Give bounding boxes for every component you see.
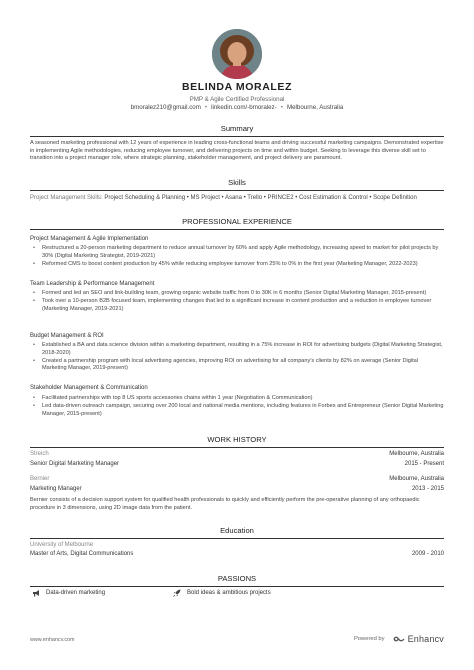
experience-bullet: • Formed and led an SEO and link-building team, growing organic website traffic from 0 to 30K in 6 months (Senior Digital Marketing Manager, 2015-present) — [30, 290, 444, 298]
passion-label: Bold ideas & ambitious projects — [187, 590, 271, 596]
contact-line — [0, 104, 474, 111]
education-divider — [30, 538, 444, 539]
enhancv-logo-icon — [393, 635, 405, 643]
education-school: University of Melbourne — [30, 542, 94, 548]
footer-website[interactable]: www.enhancv.com — [30, 637, 75, 643]
job-role: Senior Digital Marketing Manager — [30, 461, 120, 467]
experience-group-bullets — [30, 395, 444, 419]
experience-group-title: Team Leadership & Performance Management — [30, 281, 155, 287]
job-company: Streich — [30, 451, 49, 457]
experience-group-bullets — [30, 290, 444, 314]
experience-group-title: Budget Management & ROI — [30, 333, 104, 339]
job-location: Melbourne, Australia — [389, 476, 444, 482]
experience-bullet: • Established a BA and data science division within a marketing department, resulting in a 75% increase in ROI for advertising budgets (Digital Marketing Strategist, 2018-2020) — [30, 342, 444, 357]
profile-photo — [212, 29, 262, 79]
email-text[interactable]: bmoralez210@gmail.com — [130, 104, 201, 111]
brand-name: Enhancv — [407, 634, 444, 644]
summary-text: A seasoned marketing professional with 12 years of experience in leading cross-functional teams and driving successful marketing campaigns. Demonstrated expertise in implementing Agile methodologies, reducing employee turnover, and delivering projects on time and within budget. Seeking to leverage this diverse skill set to transition into a project manager role, where strategic planning, stakeholder management, and project delivery are paramount. — [30, 140, 444, 162]
passion-item — [32, 589, 105, 597]
powered-by-text: Powered by — [353, 636, 385, 642]
location-text: Melbourne, Australia — [286, 104, 344, 111]
job-description: Bernier consists of a decision support system for qualified health professionals to quickly and efficiently perform the pre-operative planning of any orthopaedic procedure in 3 dimensions, using 2D image data from the patient. — [30, 497, 420, 511]
education-dates: 2009 - 2010 — [411, 551, 444, 557]
skills-heading: Skills — [228, 178, 246, 187]
experience-bullet: • Facilitated partnerships with top 8 US sports accessories chains within 1 year (Negotiation & Communication) — [30, 395, 444, 403]
experience-group-bullets — [30, 245, 444, 269]
skills-lead: Project Management Skills: — [30, 195, 103, 201]
job-location: Melbourne, Australia — [389, 451, 444, 457]
experience-group-title: Stakeholder Management & Communication — [30, 385, 148, 391]
passion-label: Data-driven marketing — [46, 590, 106, 596]
work-history-divider — [30, 447, 444, 448]
experience-heading: PROFESSIONAL EXPERIENCE — [182, 217, 292, 226]
experience-bullet: • Took over a 10-person B2B focused team, implementing changes that led to a significant increase in content production and a reduction in employee turnover (Marketing Manager, 2019-2021) — [30, 298, 444, 313]
experience-group-title: Project Management & Agile Implementation — [30, 236, 149, 242]
candidate-name: BELINDA MORALEZ — [181, 81, 293, 93]
experience-divider — [30, 229, 444, 230]
megaphone-icon — [32, 589, 40, 597]
education-heading: Education — [220, 526, 254, 535]
passions-heading: PASSIONS — [217, 574, 257, 583]
experience-bullet: • Led data-driven outreach campaign, securing over 200 local and national media mentions, including features in Forbes and Entrepreneur (Senior Digital Marketing Manager, 2015-present) — [30, 403, 444, 418]
job-role: Marketing Manager — [30, 486, 82, 492]
linkedin-text[interactable]: linkedin.com/-bmoralez- — [211, 104, 277, 111]
summary-divider — [30, 136, 444, 137]
experience-bullet: • Reformed CMS to boost content production by 45% while reducing employee turnover from 25% to 0% in the first year (Marketing Manager, 2022-2023) — [30, 261, 444, 269]
skills-list: Project Scheduling & Planning • MS Project • Asana • Trello • PRINCE2 • Cost Estimation & Control • Scope Definition — [104, 195, 417, 201]
work-history-heading: WORK HISTORY — [207, 435, 267, 444]
passion-item — [173, 589, 271, 597]
job-company: Bernier — [30, 476, 50, 482]
skills-line — [30, 195, 444, 201]
contact-separator: • — [280, 104, 283, 111]
contact-separator: • — [204, 104, 208, 111]
experience-group-bullets — [30, 342, 444, 374]
experience-bullet: • Restructured a 20-person marketing department to reduce annual turnover by 60% and apply Agile methodology, increasing speed to market for pilot projects by 30% (Digital Marketing Strategist, 2019-2021) — [30, 245, 444, 260]
footer-branding — [354, 634, 444, 644]
passions-divider — [30, 586, 444, 587]
experience-bullet: • Created a partnership program with local advertising agencies, improving ROI on advertising for all company's clients by 82% on average (Senior Digital Marketing Manager, 2019-present) — [30, 358, 444, 373]
job-dates: 2013 - 2015 — [411, 486, 444, 492]
skills-divider — [30, 190, 444, 191]
education-degree: Master of Arts, Digital Communications — [30, 551, 134, 557]
rocket-icon — [173, 589, 181, 597]
summary-heading: Summary — [220, 124, 254, 133]
candidate-title: PMP & Agile Certified Professional — [189, 96, 285, 103]
job-dates: 2015 - Present — [404, 461, 444, 467]
